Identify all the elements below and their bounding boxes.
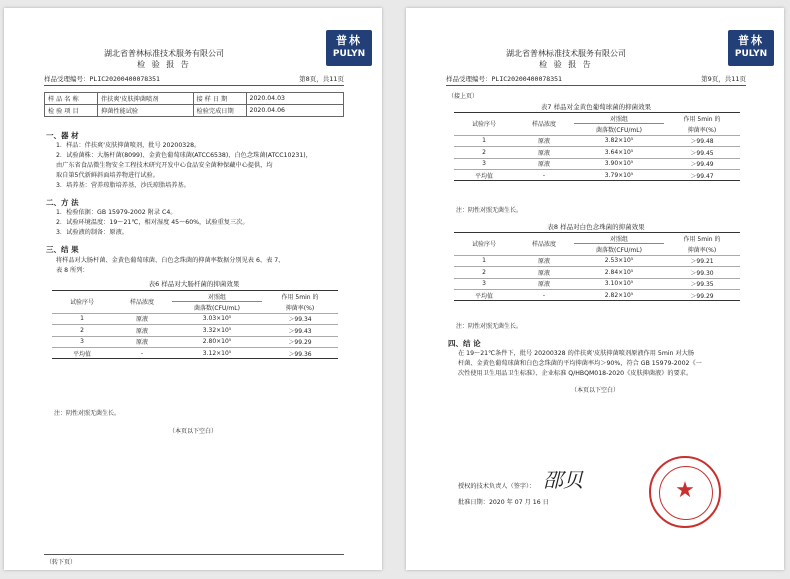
text-line: 3．培养基：营养琼脂培养基，沙氏琼脂培养基。 [56,182,190,189]
signature: 邵贝 [543,468,583,492]
cell-cfu: 2.84×10⁵ [574,267,664,278]
sample-no-label: 样品受理编号： [44,75,90,83]
cell-rate: ＞99.34 [262,313,338,324]
cell-rate: ＞99.48 [664,135,740,146]
cell-no: 3 [52,336,112,347]
cell-rate: ＞99.35 [664,278,740,289]
cell-cfu: 3.90×10⁵ [574,158,664,169]
cell-rate: ＞99.45 [664,147,740,158]
text-line: 由广东省食品微生物安全工程技术研究开发中心食品安全菌种保藏中心提供，均 [56,162,273,169]
text-line: 在 19～21℃条件下，批号 20200328 的伴扶爽'皮肤抑菌喷剂原液作用 5min 对大肠 [458,350,695,357]
section-method-body [56,208,346,238]
approve-date: 2020 年 07 月 16 日 [488,499,549,506]
approve-label: 批准日期： [458,499,489,506]
cell-conc: 原液 [514,278,574,289]
table-row [454,135,740,146]
page-number: 第9页，共11页 [701,75,746,83]
table-row [454,255,740,266]
official-seal-icon [649,456,721,528]
text-line: 杆菌、金黄色葡萄球菌和白色念珠菌的平均抑菌率均＞90%，符合 GB 15979-2002《一 [458,360,702,367]
col-header-control: 对照组 [574,113,664,124]
table8-candida [454,232,740,301]
company-name: 湖北省普林标准技术服务有限公司 [104,49,224,58]
section-result-title: 三、结 果 [46,245,79,254]
cell-conc: - [514,169,574,180]
col-header-rate: 作用 5min 的 [664,233,740,244]
cell-rate: ＞99.47 [664,169,740,180]
text-line: 2．试验环境温度：19～21℃，相对湿度 45～60%，试验重复三次。 [56,219,249,226]
col-header-no: 试验序号 [454,113,514,136]
blank-below-note: （本页以下空白） [168,428,217,435]
cell-conc: 原液 [514,158,574,169]
table6-ecoli [52,290,338,359]
table-row [52,325,338,336]
pulyn-logo [326,30,372,66]
section-conclusion-body [458,349,753,379]
col-header-rate-unit: 抑菌率(%) [664,124,740,135]
table-row [52,313,338,324]
cell-rate: ＞99.29 [664,289,740,300]
value-sample-name: 伴扶爽'皮肤抑菌喷剂 [98,93,194,105]
value-receive-date: 2020.04.03 [246,93,343,105]
cell-cfu: 3.32×10⁵ [172,325,262,336]
text-line: 取自第5代新鲜斜面培养物进行试验。 [56,172,159,179]
col-header-no: 试验序号 [52,291,112,314]
cell-no: 3 [454,278,514,289]
report-title: 检 验 报 告 [137,60,191,69]
text-line: 3．试验液的制备：原液。 [56,229,128,236]
seal-star-icon: ★ [675,478,695,503]
cell-conc: - [112,347,172,358]
report-page-8 [4,8,382,570]
cell-conc: 原液 [112,313,172,324]
text-line: 将样品对大肠杆菌、金黄色葡萄球菌、白色念珠菌的抑菌率数据分别见表 6、表 7、 [56,257,285,264]
text-line: 2．试验菌株：大肠杆菌(8099)、金黄色葡萄球菌(ATCC6538)、白色念珠菌(ATCC10231)， [56,152,312,159]
sample-no: PLIC20200400078351 [89,75,160,83]
cell-rate: ＞99.30 [664,267,740,278]
cell-no: 2 [454,147,514,158]
cell-no: 1 [52,313,112,324]
cell-conc: - [514,289,574,300]
cell-conc: 原液 [514,267,574,278]
label-receive-date: 接 样 日 期 [193,93,246,105]
cell-cfu: 3.79×10⁵ [574,169,664,180]
cell-rate: ＞99.29 [262,336,338,347]
table-row-average [454,289,740,300]
col-header-rate-unit: 抑菌率(%) [262,302,338,313]
cell-cfu: 2.80×10⁵ [172,336,262,347]
continue-note: （转下页） [46,559,77,566]
cell-no: 2 [454,267,514,278]
sample-id-row [446,74,746,83]
table8-title: 表8 样品对白色念珠菌的抑菌效果 [547,223,645,231]
approve-row [458,498,549,508]
section-result-body [56,256,346,276]
table8-note: 注：阴性对照无菌生长。 [456,323,523,330]
col-header-cfu: 菌落数(CFU/mL) [172,302,262,313]
table-row [454,267,740,278]
col-header-control: 对照组 [574,233,664,244]
col-header-control: 对照组 [172,291,262,302]
table-row [454,278,740,289]
sample-no-label: 样品受理编号： [446,75,492,83]
section-equipment-title: 一、器 材 [46,131,79,140]
logo-en-text: PULYN [734,49,768,59]
cell-cfu: 3.03×10⁵ [172,313,262,324]
cell-cfu: 2.82×10⁵ [574,289,664,300]
cell-no: 1 [454,255,514,266]
section-equipment-body [56,141,346,191]
text-line: 1．样品：伴扶爽'皮肤抑菌喷剂，批号 20200328。 [56,142,201,149]
col-header-conc: 样品浓度 [514,113,574,136]
cell-rate: ＞99.49 [664,158,740,169]
sample-no: PLIC20200400078351 [491,75,562,83]
col-header-conc: 样品浓度 [112,291,172,314]
label-test-item: 检 验 项 目 [45,105,98,117]
table-row [454,158,740,169]
cell-conc: 原液 [112,325,172,336]
signer-label: 授权的技术负责人（签字）： [458,483,536,490]
sample-info-table [44,92,344,117]
pulyn-logo [728,30,774,66]
col-header-rate: 作用 5min 的 [262,291,338,302]
text-line: 次性使用卫生用品卫生标准》、企业标准 Q/HBQM018-2020《皮肤抑菌液》的要求。 [458,370,693,377]
continued-label: （接上页） [448,93,479,100]
cell-cfu: 2.53×10⁵ [574,255,664,266]
cell-cfu: 3.64×10⁵ [574,147,664,158]
table7-note: 注：阴性对照无菌生长。 [456,207,523,214]
cell-conc: 原液 [514,147,574,158]
cell-cfu: 3.12×10⁵ [172,347,262,358]
header-rule [446,85,746,86]
sample-id-row [44,74,344,83]
cell-no: 平均值 [52,347,112,358]
col-header-cfu: 菌落数(CFU/mL) [574,124,664,135]
report-page-9 [406,8,784,570]
cell-rate: ＞99.21 [664,255,740,266]
col-header-no: 试验序号 [454,233,514,256]
col-header-cfu: 菌落数(CFU/mL) [574,244,664,255]
page-number: 第8页，共11页 [299,75,344,83]
cell-rate: ＞99.36 [262,347,338,358]
value-test-item: 抑菌性能试验 [98,105,194,117]
cell-cfu: 3.82×10⁵ [574,135,664,146]
cell-conc: 原液 [514,135,574,146]
cell-no: 1 [454,135,514,146]
table7-title: 表7 样品对金黄色葡萄球菌的抑菌效果 [540,103,652,111]
col-header-rate: 作用 5min 的 [664,113,740,124]
text-line: 1．检验依据：GB 15979-2002 附录 C4。 [56,209,177,216]
logo-cn-text: 普林 [336,34,362,47]
table-row [52,336,338,347]
report-title: 检 验 报 告 [539,60,593,69]
footer-rule [44,554,344,555]
logo-cn-text: 普林 [738,34,764,47]
table6-note: 注：阴性对照无菌生长。 [54,410,121,417]
label-sample-name: 样 品 名 称 [45,93,98,105]
table-row [454,147,740,158]
cell-no: 平均值 [454,169,514,180]
section-conclusion-title: 四、结 论 [448,339,481,348]
table6-title: 表6 样品对大肠杆菌的抑菌效果 [148,280,240,288]
logo-en-text: PULYN [332,49,366,59]
cell-conc: 原液 [112,336,172,347]
text-line: 表 8 所列： [56,267,89,274]
section-method-title: 二、方 法 [46,198,79,207]
cell-no: 3 [454,158,514,169]
cell-rate: ＞99.43 [262,325,338,336]
cell-conc: 原液 [514,255,574,266]
company-name: 湖北省普林标准技术服务有限公司 [506,49,626,58]
blank-below-note: （本页以下空白） [570,387,619,394]
cell-cfu: 3.10×10⁵ [574,278,664,289]
col-header-conc: 样品浓度 [514,233,574,256]
cell-no: 2 [52,325,112,336]
header-rule [44,85,344,86]
cell-no: 平均值 [454,289,514,300]
table-row-average [52,347,338,358]
label-complete-date: 检验完成日期 [193,105,246,117]
table-row-average [454,169,740,180]
value-complete-date: 2020.04.06 [246,105,343,117]
col-header-rate-unit: 抑菌率(%) [664,244,740,255]
table7-staph [454,112,740,181]
